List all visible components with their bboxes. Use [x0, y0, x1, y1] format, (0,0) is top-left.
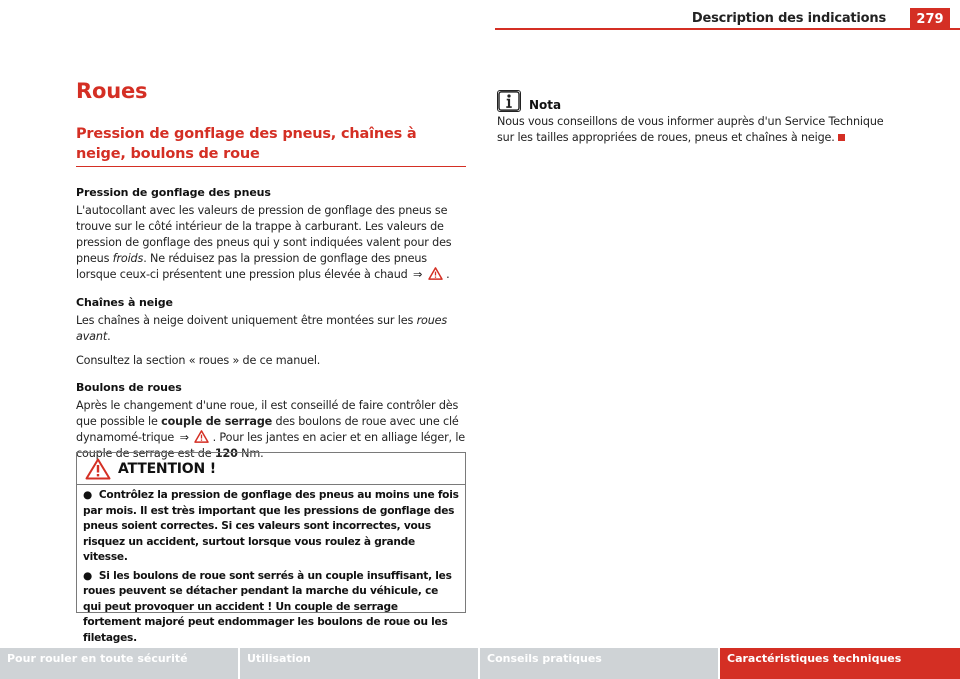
section-subtitle: Pression de gonflage des pneus, chaînes à neige, boulons de roue — [76, 126, 417, 162]
attention-item-text: Si les boulons de roue sont serrés à un couple insuffisant, les roues peuvent se détacher pendant la marche du véhicule, ce qui peut provoquer un accident ! Un couple de serrage fortement majoré peut endommager les boulons de roue ou les filetages. — [83, 569, 452, 644]
nota-header — [497, 88, 892, 112]
tab-caracteristiques-techniques[interactable]: Caractéristiques techniques — [720, 648, 960, 679]
nota-text-content: Nous vous conseillons de vous informer auprès d'un Service Technique sur les tailles appropriées de roues, pneus et chaînes à neige. — [497, 115, 884, 144]
pression-text-italic: froids — [112, 252, 144, 265]
pression-heading: Pression de gonflage des pneus — [76, 186, 271, 199]
chaines-text-2: . — [107, 330, 111, 343]
nota-section — [497, 88, 892, 146]
section-title: Roues — [76, 79, 148, 103]
main-column — [76, 78, 466, 462]
attention-header — [77, 453, 465, 485]
arrow-icon: ⇒ — [179, 431, 189, 444]
attention-item — [83, 569, 459, 647]
consultez-paragraph: Consultez la section « roues » de ce manuel. — [76, 354, 321, 367]
bullet-icon: ● — [83, 489, 92, 501]
boulons-heading: Boulons de roues — [76, 381, 182, 394]
boulons-text-3: . Pour les jantes en acier et en alliage léger, le couple de serrage est de — [76, 431, 466, 460]
warning-triangle-icon[interactable] — [428, 267, 443, 280]
page-header-title: Description des indications — [691, 11, 886, 26]
chaines-paragraph — [76, 313, 466, 345]
tab-conseils-pratiques[interactable]: Conseils pratiques — [480, 648, 720, 679]
chaines-text-1: Les chaînes à neige doivent uniquement être montées sur les — [76, 314, 417, 327]
bullet-icon: ● — [83, 569, 92, 582]
pression-paragraph — [76, 203, 466, 283]
footer-nav — [0, 648, 960, 679]
attention-item-text: Contrôlez la pression de gonflage des pneus au moins une fois par mois. Il est très important que les pressions de gonflage des pneus soient correctes. Si ces valeurs sont incorrectes, vous risquez un accident, surtout lorsque vous roulez à grande vitesse. — [83, 489, 459, 563]
info-icon — [497, 90, 521, 112]
attention-box — [76, 452, 466, 644]
attention-title: ATTENTION ! — [118, 460, 216, 477]
header-rule — [495, 28, 960, 30]
chaines-text-italic: roues avant — [76, 314, 448, 343]
chaines-heading: Chaînes à neige — [76, 296, 173, 309]
tab-utilisation[interactable]: Utilisation — [240, 648, 480, 679]
tab-pour-rouler[interactable]: Pour rouler en toute sécurité — [0, 648, 240, 679]
boulons-text-1: Après le changement d'une roue, il est conseillé de faire contrôler dès que possible le — [76, 399, 459, 428]
nota-text — [497, 114, 892, 146]
nota-title: Nota — [529, 98, 562, 112]
pression-text-end: . — [446, 268, 450, 281]
warning-triangle-icon — [85, 458, 111, 480]
pression-text-2: . Ne réduisez pas la pression de gonflage des pneus lorsque ceux-ci présentent une pression plus élevée à chaud — [76, 252, 427, 281]
torque-unit: Nm. — [237, 447, 264, 460]
end-marker-icon — [838, 134, 845, 141]
torque-value: 120 — [214, 447, 238, 460]
attention-item — [83, 488, 459, 566]
subtitle-rule — [76, 166, 466, 167]
boulons-text-bold: couple de serrage — [161, 415, 273, 428]
page-number-badge — [910, 8, 950, 30]
pression-text-1: L'autocollant avec les valeurs de pression de gonflage des pneus se trouve sur le côté intérieur de la trappe à carburant. Les valeurs de pression de gonflage des pneus qui y sont indiquées valent pour des pneus — [76, 204, 452, 265]
arrow-icon: ⇒ — [413, 268, 423, 281]
boulons-text-2: des boulons de roue avec une clé dynamomé-trique — [76, 415, 459, 444]
attention-body — [77, 485, 465, 646]
page-number: 279 — [916, 11, 944, 27]
warning-triangle-icon[interactable] — [194, 430, 209, 443]
